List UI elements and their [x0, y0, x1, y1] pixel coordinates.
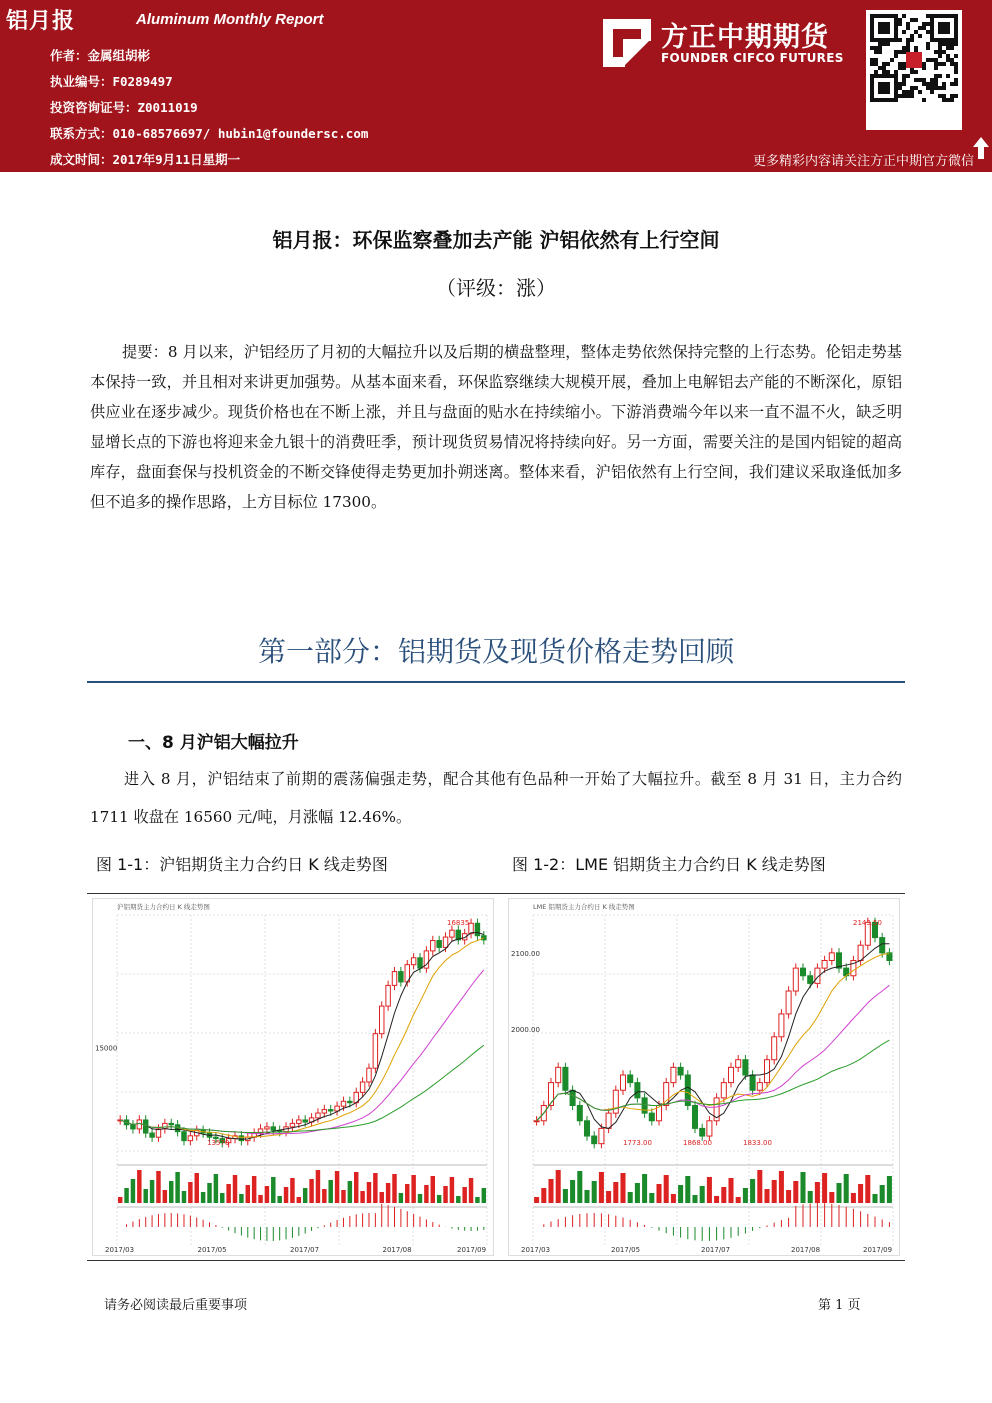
- candle: [156, 1129, 160, 1137]
- volume-bar: [685, 1176, 690, 1203]
- chart-header-label: 沪铝期货主力合约日 K 线走势图: [117, 903, 210, 911]
- x-tick-label: 2017/05: [197, 1246, 227, 1254]
- candle: [303, 1120, 307, 1122]
- volume-bar: [348, 1181, 352, 1203]
- candle: [743, 1060, 748, 1075]
- company-name-en: FOUNDER CIFCO FUTURES: [661, 51, 844, 65]
- volume-bar: [195, 1173, 199, 1203]
- volume-bar: [541, 1188, 546, 1203]
- candle: [150, 1133, 154, 1137]
- volume-bar: [226, 1184, 230, 1203]
- volume-bar: [335, 1171, 339, 1203]
- candle: [822, 960, 827, 968]
- price-annotation: 2143.50: [853, 919, 882, 927]
- volume-bar: [872, 1194, 877, 1203]
- candle: [131, 1125, 135, 1129]
- volume-bar: [150, 1180, 154, 1203]
- price-annotation: 16835: [447, 919, 470, 927]
- volume-bar: [620, 1173, 625, 1203]
- candle: [700, 1128, 705, 1136]
- volume-bar: [764, 1189, 769, 1203]
- volume-bar: [143, 1189, 147, 1203]
- report-title: 铝月报：环保监察叠加去产能 沪铝依然有上行空间: [272, 228, 720, 252]
- candle: [265, 1127, 269, 1129]
- volume-bar: [844, 1174, 849, 1203]
- price-annotation: 1833.00: [743, 1139, 772, 1147]
- y-tick-label: 15000: [95, 1044, 118, 1053]
- volume-bar: [246, 1185, 250, 1203]
- volume-bar: [757, 1170, 762, 1203]
- x-tick-label: 2017/07: [701, 1246, 731, 1254]
- volume-bar: [354, 1172, 358, 1203]
- candle: [649, 1113, 654, 1121]
- candle: [592, 1136, 597, 1144]
- volume-bar: [265, 1186, 269, 1203]
- candle: [671, 1067, 676, 1082]
- abstract: [90, 337, 902, 517]
- volume-bar: [411, 1175, 415, 1203]
- volume-bar: [450, 1177, 454, 1203]
- candle: [367, 1068, 371, 1082]
- candle: [858, 945, 863, 960]
- candle: [692, 1106, 697, 1129]
- volume-bar: [328, 1180, 332, 1203]
- volume-bar: [322, 1189, 326, 1203]
- figure-bottom-rule: [87, 1260, 905, 1261]
- license-number: 执业编号：F0289497: [50, 74, 173, 89]
- price-annotation: 13570: [207, 1139, 230, 1147]
- wechat-tagline: 更多精彩内容请关注方正中期官方微信: [752, 154, 974, 169]
- candle: [779, 1014, 784, 1037]
- candle: [437, 941, 441, 948]
- candle: [786, 991, 791, 1014]
- lme-aluminum-kline-chart: [508, 898, 900, 1256]
- candle: [563, 1067, 568, 1090]
- candle: [534, 1121, 539, 1122]
- contact-info: 联系方式：010-68576697/ hubin1@foundersc.com: [50, 126, 369, 141]
- volume-bar: [443, 1186, 447, 1203]
- candle: [678, 1067, 683, 1075]
- figure-2-caption: 图 1-2：LME 铝期货主力合约日 K 线走势图: [512, 855, 826, 874]
- report-brand: 铝月报: [6, 9, 76, 34]
- volume-bar: [829, 1192, 834, 1203]
- candle: [757, 1083, 762, 1091]
- candle: [556, 1067, 561, 1082]
- volume-bar: [418, 1194, 422, 1203]
- candle: [411, 958, 415, 965]
- section-body: [90, 760, 902, 836]
- footer-disclaimer: 请务必阅读最后重要事项: [104, 1298, 248, 1313]
- volume-bar: [131, 1179, 135, 1203]
- volume-bar: [431, 1176, 435, 1203]
- x-tick-label: 2017/05: [611, 1246, 641, 1254]
- volume-bar: [220, 1193, 224, 1203]
- volume-bar: [786, 1190, 791, 1203]
- volume-bar: [800, 1172, 805, 1203]
- volume-bar: [592, 1181, 597, 1203]
- volume-bar: [599, 1172, 604, 1203]
- volume-bar: [649, 1193, 654, 1203]
- candle: [736, 1060, 741, 1068]
- volume-bar: [628, 1192, 633, 1203]
- volume-bar: [743, 1188, 748, 1203]
- candle: [373, 1034, 377, 1069]
- volume-bar: [290, 1178, 294, 1203]
- x-tick-label: 2017/09: [863, 1246, 893, 1254]
- chart-header-label: LME 铝期货主力合约日 K 线走势图: [533, 903, 635, 911]
- section-paragraph: 进入 8 月，沪铝结束了前期的震荡偏强走势，配合其他有色品种一开始了大幅拉升。截至 8 月 31 日，主力合约 1711 收盘在 16560 元/吨，月涨幅 12.46%。: [90, 770, 902, 826]
- candle: [297, 1120, 301, 1123]
- candle: [475, 923, 479, 935]
- volume-bar: [201, 1192, 205, 1203]
- volume-bar: [887, 1176, 892, 1203]
- volume-bar: [386, 1183, 390, 1203]
- candle: [418, 958, 422, 968]
- candle: [764, 1060, 769, 1083]
- volume-bar: [822, 1173, 827, 1203]
- candle: [548, 1083, 553, 1106]
- candle: [635, 1083, 640, 1098]
- volume-bar: [124, 1188, 128, 1203]
- part-divider: [87, 681, 905, 683]
- candle: [392, 972, 396, 986]
- volume-bar: [258, 1195, 262, 1203]
- candle: [808, 976, 813, 984]
- candle: [443, 937, 447, 947]
- candle: [328, 1110, 332, 1111]
- report-brand-en: Aluminum Monthly Report: [136, 11, 324, 28]
- y-tick-label: 2100.00: [511, 949, 540, 958]
- page-number: 第 1 页: [818, 1298, 861, 1313]
- volume-bar: [865, 1175, 870, 1203]
- volume-bar: [793, 1181, 798, 1203]
- candle: [399, 972, 403, 982]
- candle: [341, 1101, 345, 1106]
- candle: [728, 1067, 733, 1082]
- figure-1-caption: 图 1-1：沪铝期货主力合约日 K 线走势图: [96, 855, 388, 874]
- part-title: 第一部分：铝期货及现货价格走势回顾: [257, 635, 734, 668]
- candle: [829, 953, 834, 961]
- volume-bar: [482, 1188, 486, 1203]
- volume-bar: [577, 1171, 582, 1203]
- y-tick-label: 2000.00: [511, 1026, 540, 1035]
- candle: [628, 1075, 633, 1083]
- candle: [271, 1127, 275, 1130]
- volume-bar: [584, 1190, 589, 1203]
- volume-bar: [175, 1172, 179, 1203]
- company-logo: [601, 15, 859, 71]
- x-tick-label: 2017/07: [290, 1246, 320, 1254]
- volume-bar: [779, 1171, 784, 1203]
- volume-bar: [692, 1195, 697, 1203]
- volume-bar: [303, 1188, 307, 1203]
- candle: [322, 1110, 326, 1113]
- volume-bar: [678, 1185, 683, 1203]
- volume-bar: [182, 1191, 186, 1203]
- candle: [793, 968, 798, 991]
- candle: [188, 1136, 192, 1141]
- volume-bar: [570, 1180, 575, 1203]
- candle: [360, 1082, 364, 1092]
- volume-bar: [556, 1170, 561, 1203]
- author: 作者：金属组胡彬: [50, 48, 151, 63]
- candle: [577, 1106, 582, 1121]
- volume-bar: [399, 1193, 403, 1203]
- volume-bar: [664, 1175, 669, 1203]
- volume-bar: [534, 1197, 539, 1203]
- volume-bar: [252, 1176, 256, 1203]
- price-annotation: 1868.00: [683, 1139, 712, 1147]
- report-date: 成文时间：2017年9月11日星期一: [50, 152, 241, 167]
- candle: [606, 1113, 611, 1128]
- volume-bar: [851, 1193, 856, 1203]
- candle: [800, 968, 805, 976]
- x-tick-label: 2017/08: [791, 1246, 821, 1254]
- candle: [599, 1128, 604, 1143]
- candle: [750, 1075, 755, 1090]
- x-tick-label: 2017/03: [105, 1246, 135, 1254]
- volume-bar: [475, 1197, 479, 1203]
- volume-bar: [271, 1177, 275, 1203]
- candle: [182, 1132, 186, 1141]
- volume-bar: [462, 1187, 466, 1203]
- header-band: [0, 0, 992, 172]
- volume-bar: [635, 1183, 640, 1203]
- volume-bar: [118, 1197, 122, 1203]
- volume-bar: [750, 1179, 755, 1203]
- figure-top-rule: [87, 893, 905, 894]
- volume-bar: [424, 1185, 428, 1203]
- volume-bar: [728, 1178, 733, 1203]
- candle: [584, 1121, 589, 1136]
- volume-bar: [642, 1174, 647, 1203]
- volume-bar: [297, 1197, 301, 1203]
- volume-bar: [613, 1182, 618, 1203]
- candle: [169, 1123, 173, 1124]
- candle: [721, 1083, 726, 1098]
- volume-bar: [671, 1194, 676, 1203]
- volume-bar: [656, 1184, 661, 1203]
- candle: [613, 1090, 618, 1113]
- volume-bar: [137, 1170, 141, 1203]
- volume-bar: [880, 1185, 885, 1203]
- volume-bar: [284, 1187, 288, 1203]
- volume-bar: [606, 1191, 611, 1203]
- consult-number: 投资咨询证号：Z0011019: [50, 100, 198, 115]
- candle: [137, 1120, 141, 1129]
- qr-code-icon: [866, 10, 962, 130]
- volume-bar: [380, 1192, 384, 1203]
- candle: [290, 1123, 294, 1126]
- volume-bar: [214, 1174, 218, 1203]
- candle: [620, 1075, 625, 1090]
- shfe-aluminum-kline-chart: [92, 898, 494, 1256]
- section-title: 一、8 月沪铝大幅拉升: [128, 733, 299, 753]
- volume-bar: [721, 1187, 726, 1203]
- candle: [450, 930, 454, 937]
- up-arrow-icon: [972, 136, 990, 160]
- volume-bar: [373, 1173, 377, 1203]
- candle: [707, 1121, 712, 1136]
- volume-bar: [858, 1184, 863, 1203]
- volume-bar: [367, 1182, 371, 1203]
- candle: [642, 1098, 647, 1113]
- candle: [316, 1113, 320, 1118]
- volume-bar: [341, 1190, 345, 1203]
- volume-bar: [169, 1181, 173, 1203]
- company-name-cn: 方正中期期货: [661, 22, 829, 53]
- volume-bar: [233, 1175, 237, 1203]
- volume-bar: [207, 1183, 211, 1203]
- volume-bar: [156, 1171, 160, 1203]
- company-logo-icon: [601, 17, 653, 69]
- volume-bar: [456, 1196, 460, 1203]
- volume-bar: [700, 1186, 705, 1203]
- volume-bar: [808, 1191, 813, 1203]
- candle: [482, 936, 486, 940]
- report-rating: （评级：涨）: [436, 276, 556, 300]
- candle: [386, 985, 390, 1006]
- volume-bar: [405, 1184, 409, 1203]
- candle: [431, 941, 435, 951]
- x-tick-label: 2017/08: [382, 1246, 412, 1254]
- volume-bar: [772, 1180, 777, 1203]
- volume-bar: [277, 1196, 281, 1203]
- candle: [348, 1101, 352, 1102]
- x-tick-label: 2017/09: [457, 1246, 487, 1254]
- candle: [239, 1136, 243, 1141]
- volume-bar: [563, 1189, 568, 1203]
- volume-bar: [736, 1197, 741, 1203]
- volume-bar: [469, 1178, 473, 1203]
- volume-bar: [309, 1179, 313, 1203]
- volume-bar: [360, 1191, 364, 1203]
- abstract-text: 提要：8 月以来，沪铝经历了月初的大幅拉升以及后期的横盘整理，整体走势依然保持完整的上行态势。伦铝走势基本保持一致，并且相对来讲更加强势。从基本面来看，环保监察继续大规模开展，叠加上电解铝去产能的不断深化，原铝供应业在逐步减少。现货价格也在不断上涨，并且与盘面的贴水在持续缩小。下游消费端今年以来一直不温不火，缺乏明显增长点的下游也将迎来金九银十的消费旺季，预计现货贸易情况将持续向好。另一方面，需要关注的是国内铝锭的超高库存，盘面套保与投机资金的不断交锋使得走势更加扑朔迷离。整体来看，沪铝依然有上行空间，我们建议采取逢低加多但不追多的操作思路，上方目标位 17300。: [90, 343, 902, 511]
- volume-bar: [437, 1195, 441, 1203]
- volume-bar: [836, 1183, 841, 1203]
- candle: [469, 923, 473, 933]
- candle: [772, 1037, 777, 1060]
- price-annotation: 1773.00: [623, 1139, 652, 1147]
- volume-bar: [707, 1177, 712, 1203]
- volume-bar: [815, 1182, 820, 1203]
- volume-bar: [163, 1190, 167, 1203]
- volume-bar: [188, 1182, 192, 1203]
- volume-bar: [548, 1179, 553, 1203]
- volume-bar: [714, 1196, 719, 1203]
- candle: [570, 1090, 575, 1105]
- volume-bar: [392, 1174, 396, 1203]
- volume-bar: [239, 1194, 243, 1203]
- candle: [380, 1006, 384, 1034]
- volume-bar: [316, 1170, 320, 1203]
- x-tick-label: 2017/03: [521, 1246, 551, 1254]
